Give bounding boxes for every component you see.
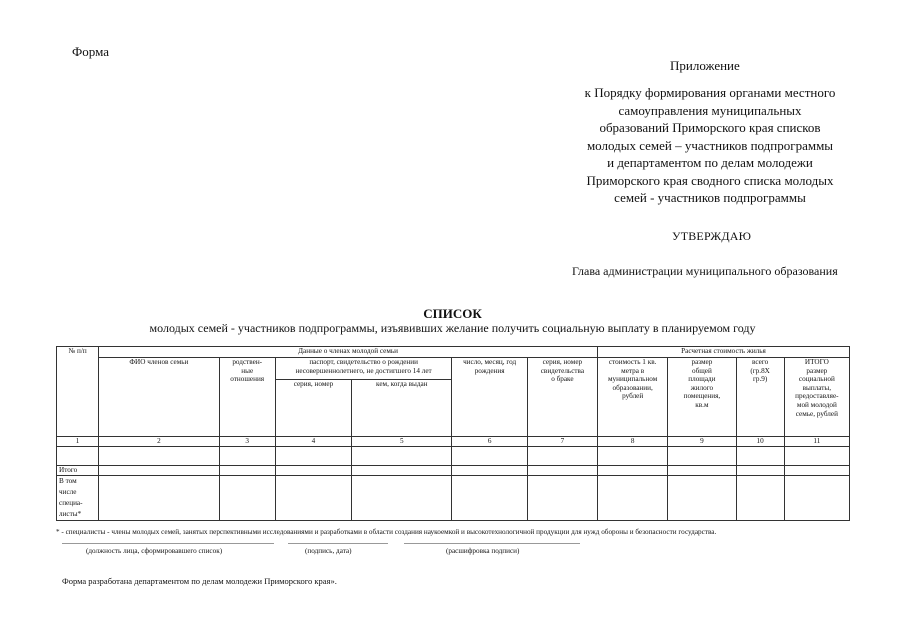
signature-line-sign [288,543,388,544]
including-row [57,475,850,520]
header-cost: Расчетная стоимость жилья [598,347,850,358]
list-title: СПИСОК [423,306,482,321]
col-number: 4 [275,437,351,447]
header-relation: родствен- ные отношения [219,358,275,437]
header-total: всего (гр.8Х гр.9) [736,358,784,437]
header-marriage: серия, номер свидетельства о браке [527,358,597,437]
header-subsidy: ИТОГО размер социальной выплаты, предоставляе- мой молодой семье, рублей [784,358,849,437]
approve-heading: УТВЕРЖДАЮ [672,229,752,243]
total-row [57,465,850,475]
including-label: В том числе специа- листы* [57,475,99,520]
header-area: размер общей площади жилого помещения, кв.м [668,358,736,437]
col-number: 1 [57,437,99,447]
signature-label-decipher: (расшифровка подписи) [446,547,520,555]
family-list-table [56,346,850,521]
development-note: Форма разработана департаментом по делам молодежи Приморского края». [62,576,337,586]
appendix-title: Приложение [670,58,740,73]
col-number: 5 [352,437,452,447]
signature-line-decipher [404,543,580,544]
header-family-data: Данные о членах молодой семьи [99,347,598,358]
col-number: 6 [452,437,527,447]
col-number: 2 [99,437,219,447]
col-number: 7 [527,437,597,447]
signature-label-sign-date: (подпись, дата) [305,547,352,555]
header-issued: кем, когда выдан [352,380,452,437]
col-number: 3 [219,437,275,447]
appendix-body: к Порядку формирования органами местного самоуправления муниципальных образований Приморского края списков молодых семей – участников подпрограммы и департаментом по делам молодежи Приморского края сводного списка молодых семей - участников подпрограммы [584,85,836,205]
footnote: * - специалисты - члены молодых семей, занятых перспективными исследованиями и разработками в области создания наукоемкой и высокотехнологичной продукции для нужд обороны и безопасности государства. [56,528,717,536]
col-number: 10 [736,437,784,447]
col-number: 8 [598,437,668,447]
column-numbers-row [57,437,850,447]
header-birth: число, месяц, год рождения [452,358,527,437]
col-number: 9 [668,437,736,447]
head-administration: Глава администрации муниципального образования [572,264,838,278]
header-series: серия, номер [275,380,351,437]
col-number: 11 [784,437,849,447]
signature-line-position [62,543,274,544]
header-sqm-cost: стоимость 1 кв. метра в муниципальном образовании, рублей [598,358,668,437]
form-label: Форма [72,44,109,59]
empty-data-row [57,446,850,465]
header-fio: ФИО членов семьи [99,358,219,437]
header-num: № п/п [57,347,99,437]
total-label: Итого [57,465,99,475]
signature-label-position: (должность лица, сформировавшего список) [86,547,223,555]
list-subtitle: молодых семей - участников подпрограммы, изъявивших желание получить социальную выплату в планируемом году [149,321,756,335]
header-passport: паспорт, свидетельство о рождении несовершеннолетнего, не достигшего 14 лет [275,358,452,380]
